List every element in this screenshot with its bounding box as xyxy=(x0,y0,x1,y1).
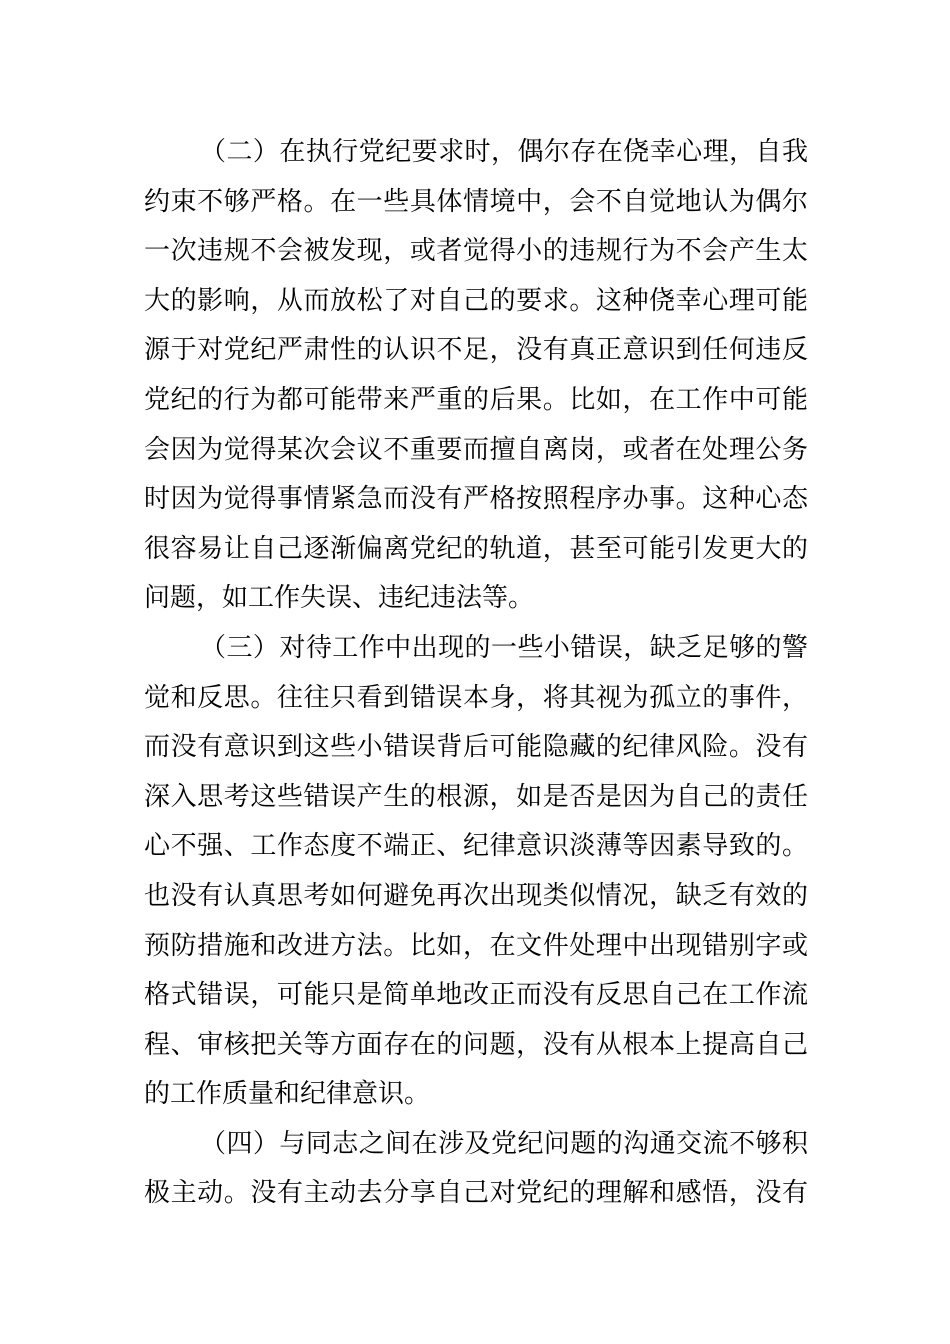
paragraph-2 xyxy=(144,128,808,624)
paragraph-line: 党纪的行为都可能带来严重的后果。比如，在工作中可能 xyxy=(144,384,808,415)
paragraph-line: 大的影响，从而放松了对自己的要求。这种侥幸心理可能 xyxy=(144,285,808,316)
paragraph-line: 约束不够严格。在一些具体情境中，会不自觉地认为偶尔 xyxy=(144,186,808,217)
paragraph-line: 预防措施和改进方法。比如，在文件处理中出现错别字或 xyxy=(144,930,808,961)
paragraph-line: （二）在执行党纪要求时，偶尔存在侥幸心理，自我 xyxy=(200,137,808,167)
paragraph-3 xyxy=(144,624,808,1120)
paragraph-line: 极主动。没有主动去分享自己对党纪的理解和感悟，没有 xyxy=(144,1178,808,1209)
paragraph-line: 一次违规不会被发现，或者觉得小的违规行为不会产生太 xyxy=(144,236,808,267)
paragraph-line: 心不强、工作态度不端正、纪律意识淡薄等因素导致的。 xyxy=(144,831,808,862)
paragraph-line: 深入思考这些错误产生的根源，如是否是因为自己的责任 xyxy=(144,781,808,812)
paragraph-line: 时因为觉得事情紧急而没有严格按照程序办事。这种心态 xyxy=(144,484,808,515)
paragraph-4 xyxy=(144,1120,808,1219)
paragraph-line: 格式错误，可能只是简单地改正而没有反思自己在工作流 xyxy=(144,980,808,1011)
paragraph-line: 觉和反思。往往只看到错误本身，将其视为孤立的事件， xyxy=(144,682,808,713)
body-text xyxy=(144,128,808,1219)
paragraph-line: 会因为觉得某次会议不重要而擅自离岗，或者在处理公务 xyxy=(144,434,808,465)
paragraph-line: （四）与同志之间在涉及党纪问题的沟通交流不够积 xyxy=(200,1128,808,1159)
paragraph-line: 也没有认真思考如何避免再次出现类似情况，缺乏有效的 xyxy=(144,880,808,911)
paragraph-line: （三）对待工作中出现的一些小错误，缺乏足够的警 xyxy=(200,632,808,663)
paragraph-line: 源于对党纪严肃性的认识不足，没有真正意识到任何违反 xyxy=(144,335,808,366)
paragraph-line: 很容易让自己逐渐偏离党纪的轨道，甚至可能引发更大的 xyxy=(144,533,808,564)
paragraph-line: 的工作质量和纪律意识。 xyxy=(144,1079,431,1110)
paragraph-line: 而没有意识到这些小错误背后可能隐藏的纪律风险。没有 xyxy=(144,732,808,763)
paragraph-line: 程、审核把关等方面存在的问题，没有从根本上提高自己 xyxy=(144,1029,808,1060)
paragraph-line: 问题，如工作失误、违纪违法等。 xyxy=(144,583,535,614)
